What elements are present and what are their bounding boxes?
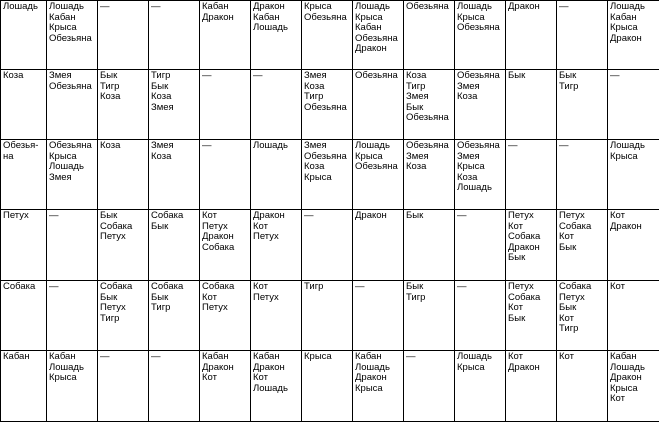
table-row (1, 1, 659, 70)
cell-line: Тигр (100, 82, 147, 93)
cell-line: Лошадь (457, 352, 504, 363)
cell-line: Дракон (610, 34, 658, 45)
table-cell (200, 1, 251, 70)
cell-line: Змея (406, 152, 453, 163)
table-cell (251, 140, 302, 210)
table-cell (251, 351, 302, 422)
cell-line: Кот (253, 373, 300, 384)
cell-line: Кот (202, 211, 249, 222)
cell-line: Кот (610, 211, 658, 222)
cell-line: Бык (151, 222, 198, 233)
table-cell (353, 140, 404, 210)
cell-line: Собака (100, 222, 147, 233)
table-cell (302, 281, 353, 351)
cell-line: — (49, 282, 96, 293)
cell-line: — (355, 282, 402, 293)
table-cell (302, 210, 353, 281)
cell-line: Дракон (253, 2, 300, 13)
cell-line: — (151, 352, 198, 363)
cell-line: Лошадь (253, 384, 300, 395)
table-cell (251, 70, 302, 140)
table-cell (98, 140, 149, 210)
cell-line: Коза (304, 82, 351, 93)
table-cell (455, 1, 506, 70)
table-cell (47, 1, 98, 70)
table-cell (455, 210, 506, 281)
cell-line: Кабан (49, 352, 96, 363)
cell-line: Лошадь (253, 23, 300, 34)
table-cell (557, 1, 608, 70)
cell-line: Обезьяна (457, 71, 504, 82)
cell-line: Обезьяна (457, 141, 504, 152)
cell-line: — (304, 211, 351, 222)
cell-line: на (3, 152, 45, 163)
cell-line: Кот (559, 314, 606, 325)
cell-line: Кабан (253, 13, 300, 24)
table-cell (404, 351, 455, 422)
cell-line: Лошадь (457, 2, 504, 13)
cell-line: Коза (151, 152, 198, 163)
cell-line: Коза (304, 162, 351, 173)
cell-line: Собака (559, 282, 606, 293)
cell-line: — (559, 2, 606, 13)
cell-line: Бык (508, 71, 555, 82)
cell-line: Собака (151, 282, 198, 293)
table-cell (608, 281, 659, 351)
cell-line: Собака (202, 282, 249, 293)
cell-line: Крыса (610, 384, 658, 395)
table-cell (557, 70, 608, 140)
table-cell (506, 70, 557, 140)
cell-line: Обезьяна (49, 82, 96, 93)
cell-line: Обезьяна (304, 103, 351, 114)
cell-line: Лошадь (49, 363, 96, 374)
table-cell (149, 140, 200, 210)
table-cell (506, 1, 557, 70)
table-cell (353, 210, 404, 281)
table-cell (302, 70, 353, 140)
table-cell (506, 210, 557, 281)
cell-line: Лошадь (610, 141, 658, 152)
table-cell (98, 70, 149, 140)
cell-line: — (508, 141, 555, 152)
table-cell (302, 1, 353, 70)
table-cell (404, 140, 455, 210)
cell-line: Кабан (610, 13, 658, 24)
cell-line: Обезьяна (355, 34, 402, 45)
cell-line: Лошадь (457, 183, 504, 194)
table-cell (353, 70, 404, 140)
table-cell (251, 281, 302, 351)
table-cell (404, 210, 455, 281)
cell-line: Бык (508, 253, 555, 264)
cell-line: Бык (406, 282, 453, 293)
table-cell (98, 351, 149, 422)
cell-line: Коза (100, 141, 147, 152)
row-header-cell (1, 1, 47, 70)
cell-line: Петух (100, 232, 147, 243)
cell-line: Змея (457, 152, 504, 163)
table-cell (47, 281, 98, 351)
table-cell (506, 281, 557, 351)
cell-line: — (406, 352, 453, 363)
cell-line: Кот (559, 352, 606, 363)
table-cell (200, 281, 251, 351)
cell-line: Коза (457, 92, 504, 103)
cell-line: Дракон (355, 211, 402, 222)
cell-line: Лошадь (355, 363, 402, 374)
cell-line: Кабан (253, 352, 300, 363)
table-cell (200, 351, 251, 422)
cell-line: Петух (202, 222, 249, 233)
cell-line: Кабан (3, 352, 45, 363)
table-cell (251, 1, 302, 70)
cell-line: Крыса (457, 13, 504, 24)
cell-line: Тигр (151, 71, 198, 82)
table-cell (149, 351, 200, 422)
table-cell (608, 70, 659, 140)
table-cell (557, 210, 608, 281)
cell-line: Петух (253, 293, 300, 304)
cell-line: Тигр (406, 82, 453, 93)
table-row (1, 351, 659, 422)
cell-line: Кабан (610, 352, 658, 363)
table-cell (608, 351, 659, 422)
cell-line: Обезьяна (49, 34, 96, 45)
table-cell (353, 281, 404, 351)
cell-line: Обезьяна (355, 71, 402, 82)
cell-line: Лошадь (355, 2, 402, 13)
cell-line: — (151, 2, 198, 13)
cell-line: Петух (559, 293, 606, 304)
cell-line: Кабан (355, 352, 402, 363)
cell-line: Бык (100, 211, 147, 222)
cell-line: Крыса (457, 363, 504, 374)
cell-line: Крыса (610, 152, 658, 163)
cell-line: Тигр (559, 82, 606, 93)
cell-line: Бык (559, 71, 606, 82)
cell-line: Петух (100, 303, 147, 314)
cell-line: — (100, 352, 147, 363)
cell-line: Обезьяна (49, 141, 96, 152)
cell-line: Обезьяна (406, 2, 453, 13)
cell-line: Петух (508, 282, 555, 293)
cell-line: Обезьяна (457, 23, 504, 34)
cell-line: Змея (49, 71, 96, 82)
cell-line: Лошадь (49, 2, 96, 13)
cell-line: Кабан (202, 2, 249, 13)
cell-line: Крыса (49, 23, 96, 34)
cell-line: Лошадь (610, 363, 658, 374)
cell-line: Обезья- (3, 141, 45, 152)
table-cell (47, 210, 98, 281)
table-cell (251, 210, 302, 281)
row-header-cell (1, 351, 47, 422)
cell-line: Змея (49, 173, 96, 184)
table-cell (47, 351, 98, 422)
cell-line: Коза (457, 173, 504, 184)
table-cell (149, 281, 200, 351)
cell-line: — (253, 71, 300, 82)
cell-line: Кабан (49, 13, 96, 24)
table-cell (455, 281, 506, 351)
cell-line: Собака (151, 211, 198, 222)
table-cell (149, 1, 200, 70)
table-row (1, 281, 659, 351)
cell-line: Бык (559, 303, 606, 314)
cell-line: Кот (202, 373, 249, 384)
cell-line: Дракон (508, 363, 555, 374)
cell-line: Кот (202, 293, 249, 304)
cell-line: — (457, 211, 504, 222)
cell-line: Обезьяна (304, 152, 351, 163)
cell-line: Бык (151, 293, 198, 304)
cell-line: Собака (3, 282, 45, 293)
cell-line: Дракон (508, 243, 555, 254)
cell-line: Тигр (304, 282, 351, 293)
table-cell (608, 1, 659, 70)
cell-line: Дракон (202, 13, 249, 24)
table-cell (353, 1, 404, 70)
table-cell (404, 281, 455, 351)
cell-line: Змея (406, 92, 453, 103)
cell-line: Кот (508, 303, 555, 314)
cell-line: Лошадь (253, 141, 300, 152)
cell-line: Дракон (202, 363, 249, 374)
table-cell (149, 210, 200, 281)
cell-line: Дракон (202, 232, 249, 243)
cell-line: Бык (406, 211, 453, 222)
cell-line: Лошадь (49, 162, 96, 173)
cell-line: Коза (406, 71, 453, 82)
cell-line: Собака (508, 293, 555, 304)
table-cell (302, 140, 353, 210)
cell-line: Бык (100, 71, 147, 82)
cell-line: Тигр (100, 314, 147, 325)
cell-line: — (202, 71, 249, 82)
cell-line: Крыса (355, 152, 402, 163)
cell-line: Тигр (151, 303, 198, 314)
cell-line: Обезьяна (406, 141, 453, 152)
cell-line: Тигр (406, 293, 453, 304)
cell-line: Змея (151, 103, 198, 114)
table-cell (608, 140, 659, 210)
table-cell (455, 70, 506, 140)
cell-line: Бык (406, 103, 453, 114)
cell-line: — (457, 282, 504, 293)
table-cell (98, 281, 149, 351)
cell-line: Петух (559, 211, 606, 222)
cell-line: Кот (559, 232, 606, 243)
table-body (1, 1, 659, 422)
cell-line: Тигр (304, 92, 351, 103)
cell-line: Бык (508, 314, 555, 325)
table-cell (149, 70, 200, 140)
table-row (1, 70, 659, 140)
row-header-cell (1, 210, 47, 281)
cell-line: Бык (151, 82, 198, 93)
cell-line: Кот (508, 352, 555, 363)
cell-line: Дракон (355, 44, 402, 55)
cell-line: Коза (3, 71, 45, 82)
cell-line: Собака (559, 222, 606, 233)
cell-line: Тигр (559, 324, 606, 335)
cell-line: Змея (151, 141, 198, 152)
table-cell (47, 140, 98, 210)
cell-line: — (610, 71, 658, 82)
cell-line: Петух (253, 232, 300, 243)
cell-line: Кабан (355, 23, 402, 34)
cell-line: Крыса (49, 373, 96, 384)
cell-line: Кот (610, 282, 658, 293)
cell-line: Крыса (355, 13, 402, 24)
cell-line: Кот (508, 222, 555, 233)
cell-line: Петух (508, 211, 555, 222)
cell-line: Дракон (253, 363, 300, 374)
cell-line: Коза (406, 162, 453, 173)
cell-line: Дракон (508, 2, 555, 13)
cell-line: Дракон (610, 222, 658, 233)
cell-line: Бык (100, 293, 147, 304)
cell-line: Крыса (304, 173, 351, 184)
cell-line: Крыса (49, 152, 96, 163)
table-cell (557, 140, 608, 210)
cell-line: Дракон (355, 373, 402, 384)
cell-line: Обезьяна (406, 113, 453, 124)
table-cell (506, 351, 557, 422)
cell-line: Дракон (253, 211, 300, 222)
table-row (1, 140, 659, 210)
cell-line: Крыса (457, 162, 504, 173)
table-cell (200, 210, 251, 281)
table-cell (302, 351, 353, 422)
cell-line: Кот (610, 394, 658, 405)
table-cell (353, 351, 404, 422)
cell-line: Крыса (610, 23, 658, 34)
cell-line: Собака (508, 232, 555, 243)
cell-line: Обезьяна (355, 162, 402, 173)
table-row (1, 210, 659, 281)
cell-line: Кабан (202, 352, 249, 363)
cell-line: — (49, 211, 96, 222)
cell-line: Змея (304, 71, 351, 82)
row-header-cell (1, 70, 47, 140)
cell-line: — (559, 141, 606, 152)
table-cell (557, 281, 608, 351)
table-cell (98, 1, 149, 70)
cell-line: Лошадь (3, 2, 45, 13)
table-cell (506, 140, 557, 210)
cell-line: Собака (100, 282, 147, 293)
table-cell (404, 1, 455, 70)
cell-line: Змея (457, 82, 504, 93)
table-cell (455, 140, 506, 210)
table-cell (557, 351, 608, 422)
cell-line: — (100, 2, 147, 13)
cell-line: Лошадь (355, 141, 402, 152)
cell-line: Крыса (304, 2, 351, 13)
row-header-cell (1, 140, 47, 210)
cell-line: Обезьяна (304, 13, 351, 24)
cell-line: Собака (202, 243, 249, 254)
cell-line: Петух (3, 211, 45, 222)
row-header-cell (1, 281, 47, 351)
cell-line: Кот (253, 222, 300, 233)
table-cell (200, 140, 251, 210)
cell-line: Змея (304, 141, 351, 152)
table-cell (404, 70, 455, 140)
table-cell (608, 210, 659, 281)
cell-line: Кот (253, 282, 300, 293)
cell-line: Лошадь (610, 2, 658, 13)
cell-line: — (202, 141, 249, 152)
table-cell (455, 351, 506, 422)
cell-line: Крыса (355, 384, 402, 395)
cell-line: Дракон (610, 373, 658, 384)
cell-line: Петух (202, 303, 249, 314)
cell-line: Бык (559, 243, 606, 254)
cell-line: Коза (100, 92, 147, 103)
cell-line: Коза (151, 92, 198, 103)
cell-line: Крыса (304, 352, 351, 363)
table-cell (200, 70, 251, 140)
table-cell (98, 210, 149, 281)
table-cell (47, 70, 98, 140)
